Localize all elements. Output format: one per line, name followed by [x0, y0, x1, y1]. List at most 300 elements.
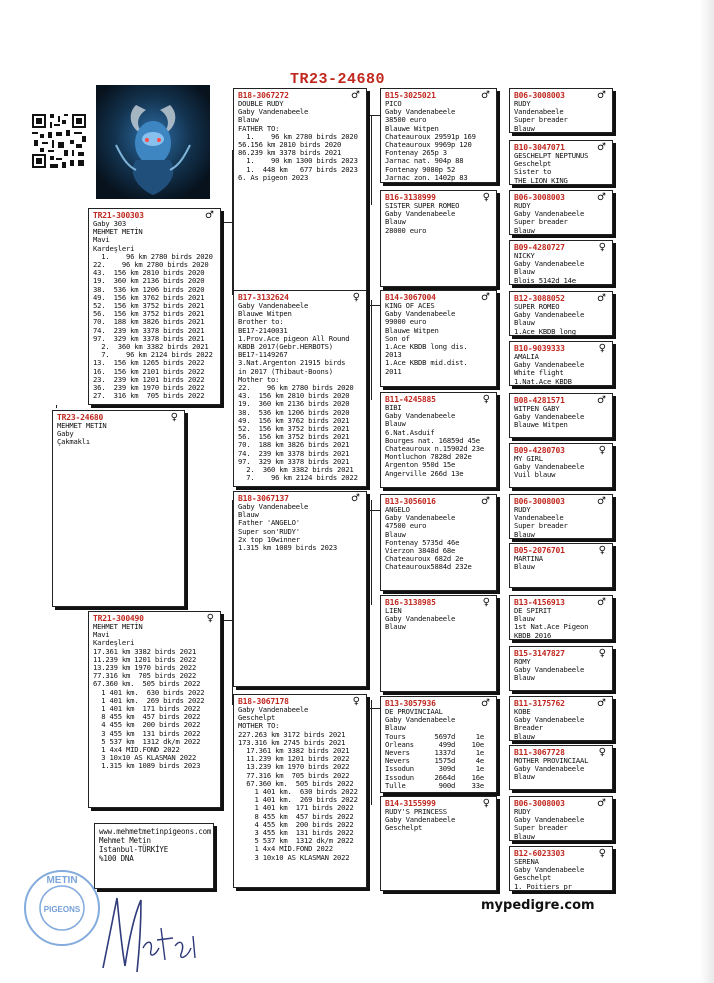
detail-line: KING OF ACES	[385, 301, 435, 310]
detail-line: NICKY	[514, 251, 535, 260]
detail-line: 38. 536 km 1206 birds 2020	[238, 407, 350, 417]
detail-line: Geschelpt	[514, 159, 552, 169]
pedigree-card-dsd[interactable]	[380, 595, 497, 692]
detail-line: Kardeşleri	[93, 243, 135, 253]
detail-line: Blauw	[238, 510, 259, 520]
detail-line: 2. 360 km 3382 birds 2021	[93, 342, 209, 352]
detail-line: DOUBLE RUDY	[238, 99, 284, 108]
detail-line: Father 'ANGELO'	[238, 518, 300, 528]
detail-line: 27. 316 km 705 birds 2022	[93, 391, 205, 401]
detail-line: Gaby Vandenabeele	[385, 513, 456, 523]
pedigree-card-sd[interactable]	[233, 290, 367, 487]
detail-line: 67.360 km. 505 birds 2022	[93, 679, 201, 689]
detail-line: 17.361 km 3382 birds 2021	[238, 746, 350, 756]
detail-line: Blauw	[514, 529, 535, 539]
detail-line: 97. 329 km 3378 birds 2021	[238, 456, 350, 466]
pigeon-details	[514, 858, 608, 891]
male-icon: ♂	[597, 192, 606, 203]
pigeon-details	[93, 220, 216, 400]
detail-line: 49. 156 km 3762 birds 2021	[238, 415, 350, 425]
detail-line: Vuil blauw	[514, 470, 556, 480]
connector-line	[497, 600, 498, 655]
detail-line: 1.315 km 1089 birds 2023	[238, 543, 338, 553]
detail-line: 22. 96 km 2780 birds 2020	[93, 260, 209, 270]
detail-line: 38500 euro	[385, 115, 427, 125]
pedigree-card-g1[interactable]	[509, 88, 613, 133]
detail-line: 6. As pigeon 2023	[238, 172, 309, 182]
detail-line: 1.Prov.Ace pigeon All Round	[238, 333, 350, 343]
detail-line: 3.Nat.Argenton 21915 birds	[238, 358, 346, 368]
dragon-illustration	[96, 85, 210, 199]
connector-line	[497, 400, 498, 455]
detail-line: 3 455 km 131 birds 2022	[238, 828, 354, 838]
detail-line: RUDY	[514, 99, 531, 108]
pigeon-details	[514, 455, 608, 480]
connector-line	[497, 700, 498, 760]
detail-line: Gaby Vandenabeele	[514, 764, 585, 774]
detail-line: 28000 euro	[385, 225, 427, 235]
female-icon: ♀	[482, 798, 490, 809]
detail-line: 7. 96 km 2124 birds 2022	[238, 473, 358, 483]
detail-line: Issodun 309d 1e	[385, 764, 485, 774]
pigeon-details	[514, 202, 608, 235]
pedigree-card-g2[interactable]	[509, 140, 613, 185]
male-icon: ♂	[481, 90, 490, 101]
detail-line: Kardeşleri	[93, 638, 135, 648]
pedigree-card-sire[interactable]	[88, 208, 221, 405]
detail-line: 1. Poitiers pr	[514, 881, 572, 891]
detail-line: 4 455 km 200 birds 2022	[93, 720, 201, 730]
female-icon: ♀	[598, 445, 606, 456]
detail-line: MY GIRL	[514, 454, 543, 463]
detail-line: Blauw	[514, 772, 535, 782]
detail-line: Blauw	[514, 614, 535, 624]
pigeon-details	[514, 658, 608, 683]
detail-line: Blauw	[514, 731, 535, 741]
ring-number: B06-3008003	[514, 799, 565, 808]
male-icon: ♂	[597, 698, 606, 709]
ring-number: B15-3147827	[514, 649, 565, 658]
detail-line: THE LION KING	[514, 175, 568, 185]
detail-line: 1. 96 km 2780 birds 2020	[238, 131, 358, 141]
detail-line: Blauw	[514, 318, 535, 328]
detail-line: Jarnac nat. 904p 88	[385, 156, 464, 166]
connector-line	[497, 500, 498, 555]
pigeon-details	[514, 303, 608, 336]
detail-line: Orleans 499d 10e	[385, 739, 485, 749]
pigeon-details	[385, 404, 492, 478]
detail-line: Chateauroux5884d 232e	[385, 562, 472, 572]
pigeon-details	[514, 405, 608, 430]
detail-line: Tulle 900d 33e	[385, 780, 485, 790]
detail-line: 23. 239 km 1201 birds 2022	[93, 374, 205, 384]
detail-line: 67.360 km. 505 birds 2022	[238, 778, 354, 788]
detail-line: 3 10x10 AS KLASMAN 2022	[93, 753, 197, 763]
detail-line: ANGELO	[385, 505, 410, 514]
male-icon: ♂	[597, 90, 606, 101]
pigeon-details	[385, 202, 492, 235]
connector-line	[367, 115, 380, 116]
detail-line: 43. 156 km 2810 birds 2020	[93, 268, 205, 278]
male-icon: ♂	[597, 293, 606, 304]
detail-line: Argenton 950d 15e	[385, 460, 456, 470]
owner-line: Istanbul-TÜRKİYE	[99, 845, 169, 854]
stamp-inner-text: PIGEONS	[43, 905, 81, 914]
ring-number: B10-9039333	[514, 344, 565, 353]
detail-line: Gaby Vandenabeele	[385, 411, 456, 421]
female-icon: ♀	[352, 292, 360, 303]
detail-line: Blauw	[385, 217, 406, 227]
detail-line: 1.Nat.Ace KBDB	[514, 376, 572, 386]
detail-line: Super breader	[514, 521, 568, 531]
ring-number: TR21-300303	[93, 211, 144, 220]
detail-line: Chateauroux 29591p 169	[385, 131, 476, 141]
detail-line: 43. 156 km 2810 birds 2020	[238, 391, 350, 401]
detail-line: 47500 euro	[385, 521, 427, 531]
detail-line: WITPEN GABY	[514, 404, 560, 413]
detail-line: 1 401 km. 269 birds 2022	[238, 795, 358, 805]
detail-line: Mavi	[93, 235, 110, 245]
detail-line: Nevers 1337d 1e	[385, 748, 485, 758]
detail-line: Gaby Vandenabeele	[514, 310, 585, 320]
detail-line: Blauw	[385, 529, 406, 539]
detail-line: Vierzon 3848d 68e	[385, 546, 456, 556]
pigeon-details	[514, 607, 608, 640]
ring-number: B10-3047071	[514, 143, 565, 152]
detail-line: Blauw	[514, 673, 535, 683]
pedigree-card-ssd[interactable]	[380, 190, 497, 287]
detail-line: KBDB 2017(Gebr.HERBOTS)	[238, 342, 333, 352]
ring-number: B08-4281571	[514, 396, 565, 405]
pigeon-details	[238, 302, 362, 482]
detail-line: Geschelpt	[514, 873, 552, 883]
detail-line: KOBE	[514, 707, 531, 716]
female-icon: ♀	[482, 192, 490, 203]
ring-number: TR21-300490	[93, 614, 144, 623]
detail-line: 1 401 km. 630 birds 2022	[238, 787, 358, 797]
pedigree-card-sds[interactable]	[380, 290, 497, 387]
pedigree-card-g5[interactable]	[509, 291, 613, 336]
ring-number: TR23-24680	[57, 413, 104, 422]
male-icon: ♂	[205, 210, 214, 221]
detail-line: Chateauroux 9969p 120	[385, 140, 472, 150]
detail-line: Blauw	[514, 831, 535, 841]
detail-line: Gaby Vandenabeele	[514, 462, 585, 472]
detail-line: Gaby Vandenabeele	[385, 715, 456, 725]
signature	[95, 888, 205, 978]
pigeon-details	[385, 100, 492, 182]
detail-line: Gaby Vandenabeele	[385, 309, 456, 319]
pedigree-card-g11[interactable]	[509, 595, 613, 640]
page-edge-shadow	[700, 0, 714, 983]
pedigree-card-g14[interactable]	[509, 745, 613, 790]
detail-line: Geschelpt	[385, 823, 423, 833]
detail-line: Gaby Vandenabeele	[514, 665, 585, 675]
ring-number: B09-4280703	[514, 446, 565, 455]
detail-line: FATHER TO:	[238, 123, 280, 133]
detail-line: Fontenay 9080p 52	[385, 164, 456, 174]
detail-line: 13.239 km 1970 birds 2022	[238, 762, 350, 772]
stamp-outer-text: METIN	[46, 875, 78, 886]
detail-line: Gaby Vandenabeele	[514, 209, 585, 219]
pedigree-card-g12[interactable]	[509, 646, 613, 691]
owner-info-box	[94, 823, 214, 889]
detail-line: Vandenabeele	[514, 513, 564, 523]
detail-line: 56. 156 km 3752 birds 2021	[93, 309, 205, 319]
pigeon-details	[385, 607, 492, 632]
pedigree-card-ds[interactable]	[233, 491, 367, 687]
female-icon: ♀	[598, 545, 606, 556]
detail-line: 52. 156 km 3752 birds 2021	[93, 301, 205, 311]
detail-line: PICO	[385, 99, 402, 108]
connector-line	[497, 300, 498, 355]
pedigree-card-subject[interactable]	[52, 410, 185, 607]
detail-line: 173.316 km 2745 birds 2021	[238, 737, 346, 747]
detail-line: Chateauroux 682d 2e	[385, 554, 464, 564]
detail-line: Blauw	[514, 562, 535, 572]
detail-line: 11.239 km 1201 birds 2022	[93, 654, 197, 664]
pedigree-card-g16[interactable]	[509, 846, 613, 891]
detail-line: 2013	[385, 350, 402, 360]
detail-line: MOTHER TO:	[238, 721, 280, 731]
pedigree-card-sss[interactable]	[380, 88, 497, 183]
detail-line: Gaby	[57, 429, 74, 439]
pigeon-details	[57, 422, 180, 447]
detail-line: KBDB 2016	[514, 630, 552, 640]
pedigree-card-g15[interactable]	[509, 796, 613, 841]
detail-line: Tours 5697d 1e	[385, 731, 485, 741]
detail-line: 1.315 km 1089 birds 2023	[93, 761, 201, 771]
detail-line: MEHMET METİN	[57, 421, 107, 430]
male-icon: ♂	[597, 395, 606, 406]
detail-line: SISTER SUPER ROMEO	[385, 201, 460, 210]
pigeon-details	[514, 353, 608, 386]
detail-line: 99000 euro	[385, 317, 427, 327]
detail-line: Sister to	[514, 167, 552, 177]
detail-line: Bourges nat. 16859d 45e	[385, 435, 480, 445]
pedigree-card-g8[interactable]	[509, 443, 613, 488]
detail-line: 1 4x4 MİD.FOND 2022	[93, 745, 180, 755]
detail-line: 77.316 km 705 birds 2022	[238, 770, 350, 780]
pedigree-card-dds[interactable]	[380, 696, 497, 793]
ring-number: B15-3025021	[385, 91, 436, 100]
detail-line: Issodun 2664d 16e	[385, 772, 485, 782]
male-icon: ♂	[481, 292, 490, 303]
detail-line: 22. 96 km 2780 birds 2020	[238, 383, 354, 393]
connector-line	[497, 800, 498, 855]
ring-number: B14-3067004	[385, 293, 436, 302]
detail-line: Super breader	[514, 115, 568, 125]
female-icon: ♀	[598, 648, 606, 659]
dragon-image	[96, 85, 210, 199]
male-icon: ♂	[597, 142, 606, 153]
connector-line	[367, 305, 380, 306]
detail-line: 19. 360 km 2136 birds 2020	[93, 276, 205, 286]
detail-line: 56.156 km 2810 birds 2020	[238, 140, 342, 150]
detail-line: AMALIA	[514, 352, 539, 361]
detail-line: 5 537 km 1312 dk/m 2022	[93, 736, 201, 746]
detail-line: LIEN	[385, 606, 402, 615]
brand-footer[interactable]: mypedigre.com	[481, 898, 595, 913]
pigeon-details	[514, 506, 608, 539]
male-icon: ♂	[481, 698, 490, 709]
pedigree-card-g4[interactable]	[509, 240, 613, 285]
detail-line: Geschelpt	[238, 713, 276, 723]
detail-line: Blauwe Witpen	[238, 309, 292, 319]
ring-number: B16-3138999	[385, 193, 436, 202]
male-icon: ♂	[597, 597, 606, 608]
detail-line: 1 401 km 171 birds 2022	[238, 803, 354, 813]
detail-line: SUPER ROMEO	[514, 302, 560, 311]
pigeon-details	[514, 708, 608, 741]
pedigree-card-g7[interactable]	[509, 393, 613, 438]
pedigree-card-sdd[interactable]	[380, 392, 497, 488]
detail-line: 17.361 km 3382 birds 2021	[93, 646, 197, 656]
detail-line: Blauwe Witpen	[385, 325, 439, 335]
detail-line: White flight	[514, 368, 564, 378]
detail-line: 97. 329 km 3378 birds 2021	[93, 333, 205, 343]
pedigree-card-g6[interactable]	[509, 341, 613, 386]
detail-line: BE17-2140031	[238, 325, 288, 335]
ring-number: B05-2076701	[514, 546, 565, 555]
female-icon: ♀	[170, 412, 178, 423]
detail-line: RUDY	[514, 807, 531, 816]
detail-line: Gaby Vandenabeele	[238, 301, 309, 310]
detail-line: 6.Nat.Asduif	[385, 427, 435, 437]
detail-line: 13. 156 km 1265 birds 2022	[93, 358, 205, 368]
detail-line: Gaby Vandenabeele	[385, 815, 456, 825]
detail-line: 52. 156 km 3752 birds 2021	[238, 424, 350, 434]
detail-line: 56. 156 km 3752 birds 2021	[238, 432, 350, 442]
ring-number: B13-4156913	[514, 598, 565, 607]
pigeon-details	[238, 503, 362, 552]
pigeon-details	[238, 100, 362, 182]
detail-line: 70. 188 km 3826 birds 2021	[93, 317, 205, 327]
connector-line	[367, 708, 380, 709]
detail-line: 1. 96 km 2780 birds 2020	[93, 251, 213, 261]
page-title: TR23-24680	[290, 71, 386, 88]
connector-line	[56, 405, 57, 408]
detail-line: RUDY	[514, 201, 531, 210]
connector-line	[371, 500, 372, 605]
female-icon: ♀	[352, 696, 360, 707]
detail-line: 74. 239 km 3378 birds 2021	[238, 448, 350, 458]
pigeon-details	[385, 808, 492, 833]
detail-line: 19. 360 km 2136 birds 2020	[238, 399, 350, 409]
detail-line: 1. 448 km 677 birds 2023	[238, 164, 358, 174]
pedigree-card-dam[interactable]	[88, 611, 221, 808]
detail-line: 8 455 km 457 birds 2022	[93, 712, 201, 722]
detail-line: 1 4x4 MİD.FOND 2022	[238, 844, 333, 854]
detail-line: 7. 96 km 2124 birds 2022	[93, 350, 213, 360]
detail-line: Angerville 266d 13e	[385, 468, 464, 478]
pedigree-card-dss[interactable]	[380, 494, 497, 591]
detail-line: Blauwe Witpen	[385, 123, 439, 133]
female-icon: ♀	[598, 242, 606, 253]
detail-line: Gaby Vandenabeele	[514, 715, 585, 725]
detail-line: 4 455 km 200 birds 2022	[238, 819, 354, 829]
detail-line: Super son'RUDY'	[238, 526, 300, 536]
detail-line: Blauw	[385, 723, 406, 733]
qr-code	[30, 112, 88, 170]
detail-line: 1.Ace KBDB long	[514, 326, 576, 336]
detail-line: Montluchon 7828d 202e	[385, 452, 472, 462]
pigeon-details	[385, 708, 492, 790]
pigeon-details	[93, 623, 216, 771]
pedigree-card-ss[interactable]	[233, 88, 367, 294]
ring-number: B11-4245885	[385, 395, 436, 404]
detail-line: 2. 360 km 3382 birds 2021	[238, 465, 354, 475]
detail-line: Brother to:	[238, 317, 284, 327]
detail-line: 13.239 km 1970 birds 2022	[93, 663, 197, 673]
detail-line: 1 401 km 171 birds 2022	[93, 704, 201, 714]
ring-number: B17-3132624	[238, 293, 289, 302]
detail-line: 1 401 km. 269 birds 2022	[93, 695, 205, 705]
detail-line: Blois 5142d 14e	[514, 275, 576, 285]
female-icon: ♀	[206, 613, 214, 624]
detail-line: 74. 239 km 3378 birds 2021	[93, 325, 205, 335]
detail-line: Gaby Vandenabeele	[514, 360, 585, 370]
detail-line: 16. 156 km 2101 birds 2022	[93, 366, 205, 376]
detail-line: Fontenay 265p 3	[385, 148, 447, 158]
detail-line: 227.263 km 3172 birds 2021	[238, 729, 346, 739]
detail-line: Gaby Vandenabeele	[385, 209, 456, 219]
detail-line: 36. 239 km 1970 birds 2022	[93, 383, 205, 393]
pedigree-card-g9[interactable]	[509, 494, 613, 539]
ring-number: B12-6023303	[514, 849, 565, 858]
detail-line: GESCHELPT NEPTUNUS	[514, 151, 589, 160]
pedigree-card-g13[interactable]	[509, 696, 613, 741]
detail-line: in 2017 (Thibaut-Boons)	[238, 366, 333, 376]
pedigree-card-dd[interactable]	[233, 694, 367, 888]
pigeon-details	[385, 302, 492, 376]
detail-line: 2x top 10winner	[238, 534, 300, 544]
detail-line: 5 537 km 1312 dk/m 2022	[238, 836, 354, 846]
ring-number: B06-3008003	[514, 497, 565, 506]
detail-line: Breader	[514, 723, 543, 733]
male-icon: ♂	[597, 496, 606, 507]
owner-line[interactable]: www.mehmetmetinpigeons.com	[99, 827, 212, 836]
detail-line: 8 455 km 457 birds 2022	[238, 811, 354, 821]
detail-line: 38. 536 km 1206 birds 2020	[93, 284, 205, 294]
ring-number: B18-3067272	[238, 91, 289, 100]
pigeon-details	[514, 757, 608, 782]
detail-line: Blauw	[385, 419, 406, 429]
detail-line: Gaby Vandenabeele	[385, 614, 456, 624]
detail-line: 11.239 km 1201 birds 2022	[238, 754, 350, 764]
male-icon: ♂	[597, 798, 606, 809]
pedigree-card-g10[interactable]	[509, 543, 613, 588]
detail-line: DE SPIRIT	[514, 606, 552, 615]
pedigree-card-g3[interactable]	[509, 190, 613, 235]
pigeon-details	[238, 706, 362, 862]
detail-line: Chateauroux n.15902d 23e	[385, 444, 485, 454]
detail-line: 1. 90 km 1300 birds 2023	[238, 156, 358, 166]
ring-number: B13-3056016	[385, 497, 436, 506]
male-icon: ♂	[351, 493, 360, 504]
detail-line: DE PROVINCIAAL	[385, 707, 443, 716]
detail-line: 1.Ace KBDB long dis.	[385, 342, 468, 352]
pigeon-details	[514, 100, 608, 133]
detail-line: Fontenay 5735d 46e	[385, 537, 460, 547]
pedigree-card-ddd[interactable]	[380, 796, 497, 891]
detail-line: Jarnac zon. 1402p 83	[385, 172, 468, 182]
detail-line: 2011	[385, 366, 402, 376]
owner-line: Mehmet Metin	[99, 836, 151, 845]
detail-line: Gaby Vandenabeele	[238, 502, 309, 511]
detail-line: 77.316 km 705 birds 2022	[93, 671, 197, 681]
detail-line: MEHMET METİN	[93, 622, 143, 631]
